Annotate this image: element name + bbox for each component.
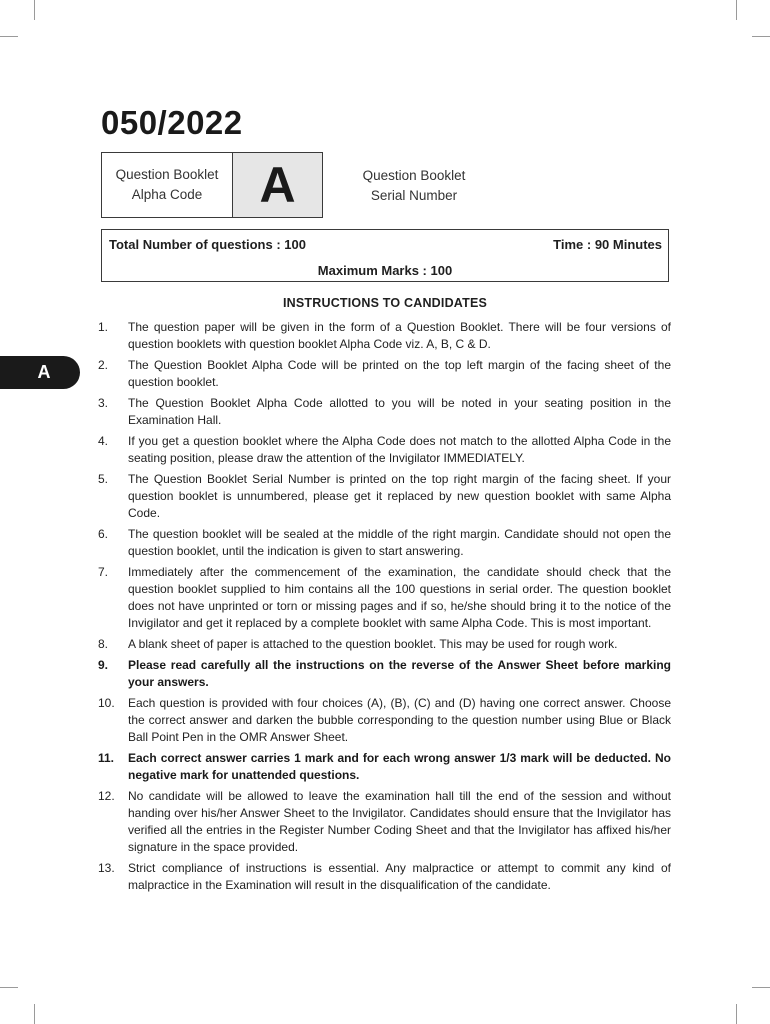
instruction-number: 3. bbox=[98, 396, 109, 410]
instruction-number: 2. bbox=[98, 358, 109, 372]
instruction-item bbox=[98, 636, 671, 653]
crop-mark bbox=[752, 987, 770, 988]
instruction-text: Strict compliance of instructions is essential. Any malpractice or attempt to commit any kind of malpractice in the Examination will result in the disqualification of the candidate. bbox=[128, 861, 671, 892]
serial-label-line1: Question Booklet bbox=[362, 168, 466, 183]
instruction-item bbox=[98, 860, 671, 894]
crop-mark bbox=[736, 0, 737, 20]
instruction-text: The Question Booklet Alpha Code allotted to you will be noted in your seating position in the Examination Hall. bbox=[128, 396, 671, 427]
instruction-number: 1. bbox=[98, 320, 109, 334]
serial-label-line2: Serial Number bbox=[370, 188, 458, 203]
alpha-code-box bbox=[101, 152, 323, 218]
total-questions: Total Number of questions : 100 bbox=[109, 237, 306, 252]
crop-mark bbox=[34, 1004, 35, 1024]
instruction-item bbox=[98, 471, 671, 522]
crop-mark bbox=[736, 1004, 737, 1024]
instruction-item bbox=[98, 695, 671, 746]
instruction-text: The Question Booklet Alpha Code will be printed on the top left margin of the facing sheet of the question booklet. bbox=[128, 358, 671, 389]
instruction-number: 11. bbox=[98, 751, 115, 765]
instruction-item bbox=[98, 750, 671, 784]
instruction-number: 12. bbox=[98, 789, 115, 803]
instruction-text: Immediately after the commencement of the examination, the candidate should check that the question booklet supplied to him contains all the 100 questions in serial order. The question booklet does not have unprinted or torn or missing pages and if so, he/she should bring it to the notice of the Invigilator and get it replaced by a complete booklet with same Alpha Code. This is most important. bbox=[128, 565, 671, 630]
exam-info-box bbox=[101, 229, 669, 282]
side-alpha-tab bbox=[0, 356, 80, 389]
instruction-text: Each correct answer carries 1 mark and for each wrong answer 1/3 mark will be deducted. No negative mark for unattended questions. bbox=[128, 751, 671, 782]
serial-number-label bbox=[349, 166, 479, 206]
instruction-text: The Question Booklet Serial Number is printed on the top right margin of the facing sheet. If your question booklet is unnumbered, please get it replaced by new question booklet with same Alpha Code. bbox=[128, 472, 671, 520]
instruction-number: 4. bbox=[98, 434, 109, 448]
instruction-number: 7. bbox=[98, 565, 109, 579]
instruction-text: Please read carefully all the instructions on the reverse of the Answer Sheet before marking your answers. bbox=[128, 658, 671, 689]
instruction-number: 10. bbox=[98, 696, 115, 710]
instruction-number: 13. bbox=[98, 861, 115, 875]
crop-mark bbox=[34, 0, 35, 20]
instructions-heading: INSTRUCTIONS TO CANDIDATES bbox=[282, 296, 488, 310]
exam-code: 050/2022 bbox=[101, 104, 243, 141]
instruction-number: 9. bbox=[98, 658, 109, 672]
instruction-text: If you get a question booklet where the Alpha Code does not match to the allotted Alpha Code in the seating position, please draw the attention of the Invigilator IMMEDIATELY. bbox=[128, 434, 671, 465]
instruction-text: A blank sheet of paper is attached to the question booklet. This may be used for rough work. bbox=[128, 637, 618, 651]
instruction-item bbox=[98, 564, 671, 632]
alpha-code-label bbox=[102, 153, 233, 217]
exam-time: Time : 90 Minutes bbox=[553, 237, 662, 252]
instruction-item bbox=[98, 395, 671, 429]
instruction-number: 5. bbox=[98, 472, 109, 486]
crop-mark bbox=[0, 36, 18, 37]
crop-mark bbox=[752, 36, 770, 37]
instruction-text: The question booklet will be sealed at the middle of the right margin. Candidate should not open the question booklet, until the indication is given to start answering. bbox=[128, 527, 671, 558]
instruction-item bbox=[98, 357, 671, 391]
side-tab-letter: A bbox=[37, 362, 51, 382]
instruction-number: 6. bbox=[98, 527, 109, 541]
instructions-list bbox=[98, 319, 671, 898]
instruction-text: The question paper will be given in the form of a Question Booklet. There will be four versions of question booklets with question booklet Alpha Code viz. A, B, C & D. bbox=[128, 320, 671, 351]
instruction-text: Each question is provided with four choices (A), (B), (C) and (D) having one correct answer. Choose the correct answer and darken the bubble corresponding to the question number using Blue or Black Ball Point Pen in the OMR Answer Sheet. bbox=[128, 696, 671, 744]
alpha-label-line1: Question Booklet bbox=[115, 167, 219, 182]
instruction-item bbox=[98, 319, 671, 353]
maximum-marks: Maximum Marks : 100 bbox=[317, 263, 453, 278]
instruction-number: 8. bbox=[98, 637, 109, 651]
instruction-text: No candidate will be allowed to leave the examination hall till the end of the session and without handing over his/her Answer Sheet to the Invigilator. Candidates should ensure that the Invigilator has verified all the entries in the Register Number Coding Sheet and that the Invigilator has affixed his/her signature in the space provided. bbox=[128, 789, 671, 854]
instruction-item bbox=[98, 657, 671, 691]
alpha-code-letter: A bbox=[233, 153, 322, 217]
crop-mark bbox=[0, 987, 18, 988]
alpha-label-line2: Alpha Code bbox=[131, 187, 203, 202]
instruction-item bbox=[98, 433, 671, 467]
instruction-item bbox=[98, 788, 671, 856]
instruction-item bbox=[98, 526, 671, 560]
